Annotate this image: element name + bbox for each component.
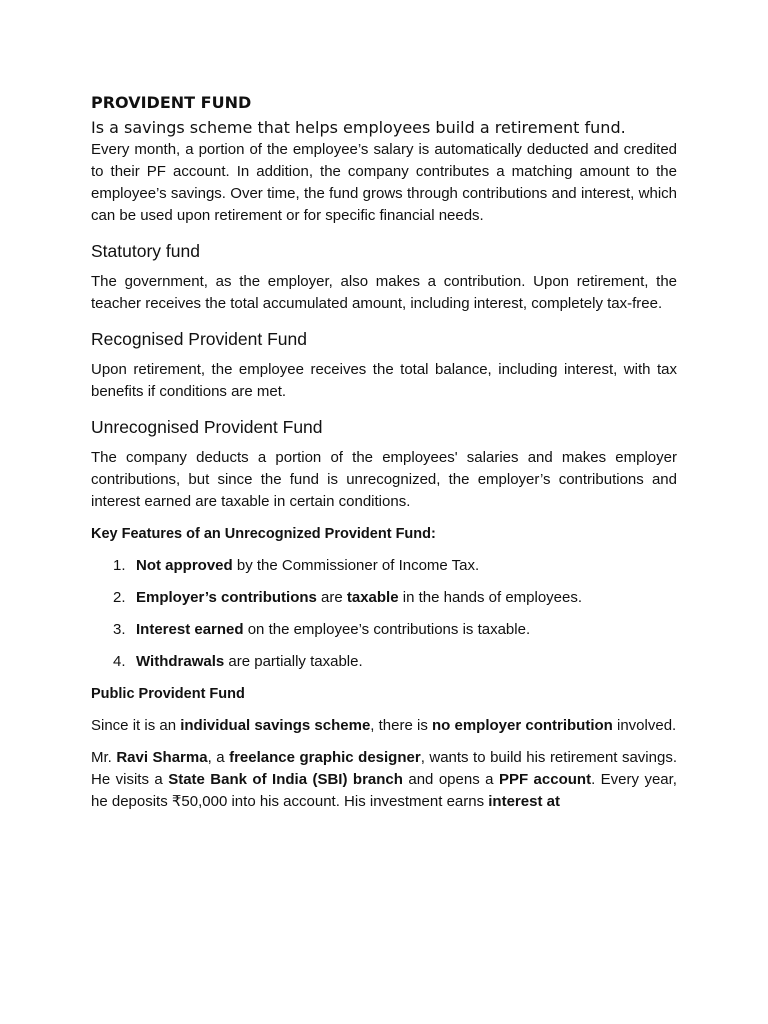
key-features-heading: Key Features of an Unrecognized Provident Fund: [91, 526, 436, 542]
ppf-paragraph: Since it is an individual savings scheme, there is no employer contribution involved. [91, 717, 677, 734]
key-features-list [91, 555, 677, 673]
list-item: 3. Interest earned on the employee’s contributions is taxable. [113, 621, 531, 638]
document-page [91, 92, 677, 813]
example-paragraph: Mr. Ravi Sharma, a freelance graphic designer, wants to build his retirement savings. He visits a State Bank of India (SBI) branch and opens a PPF account. Every year, he deposits ₹50,000 into his account. His investment earns interest at [91, 749, 677, 810]
list-item: 2. Employer’s contributions are taxable in the hands of employees. [113, 589, 583, 606]
list-item: 4. Withdrawals are partially taxable. [113, 653, 363, 670]
intro-line: Is a savings scheme that helps employees build a retirement fund. [91, 118, 626, 137]
recognised-fund-paragraph: Upon retirement, the employee receives the total balance, including interest, with tax benefits if conditions are met. [91, 361, 677, 400]
statutory-fund-paragraph: The government, as the employer, also makes a contribution. Upon retirement, the teacher receives the total accumulated amount, including interest, completely tax-free. [91, 273, 677, 312]
intro-paragraph: Every month, a portion of the employee’s salary is automatically deducted and credited to their PF account. In addition, the company contributes a matching amount to the employee’s savings. Over time, the fund grows through contributions and interest, which can be used upon retirement or for specific financial needs. [91, 141, 677, 224]
list-item: 1. Not approved by the Commissioner of Income Tax. [113, 557, 480, 574]
statutory-fund-heading: Statutory fund [91, 241, 200, 261]
document-title: PROVIDENT FUND [91, 93, 252, 112]
unrecognised-fund-paragraph: The company deducts a portion of the employees' salaries and makes employer contributions, but since the fund is unrecognized, the employer’s contributions and interest earned are taxable in certain conditions. [91, 449, 677, 510]
ppf-heading: Public Provident Fund [91, 686, 245, 702]
unrecognised-fund-heading: Unrecognised Provident Fund [91, 417, 323, 437]
recognised-fund-heading: Recognised Provident Fund [91, 329, 307, 349]
